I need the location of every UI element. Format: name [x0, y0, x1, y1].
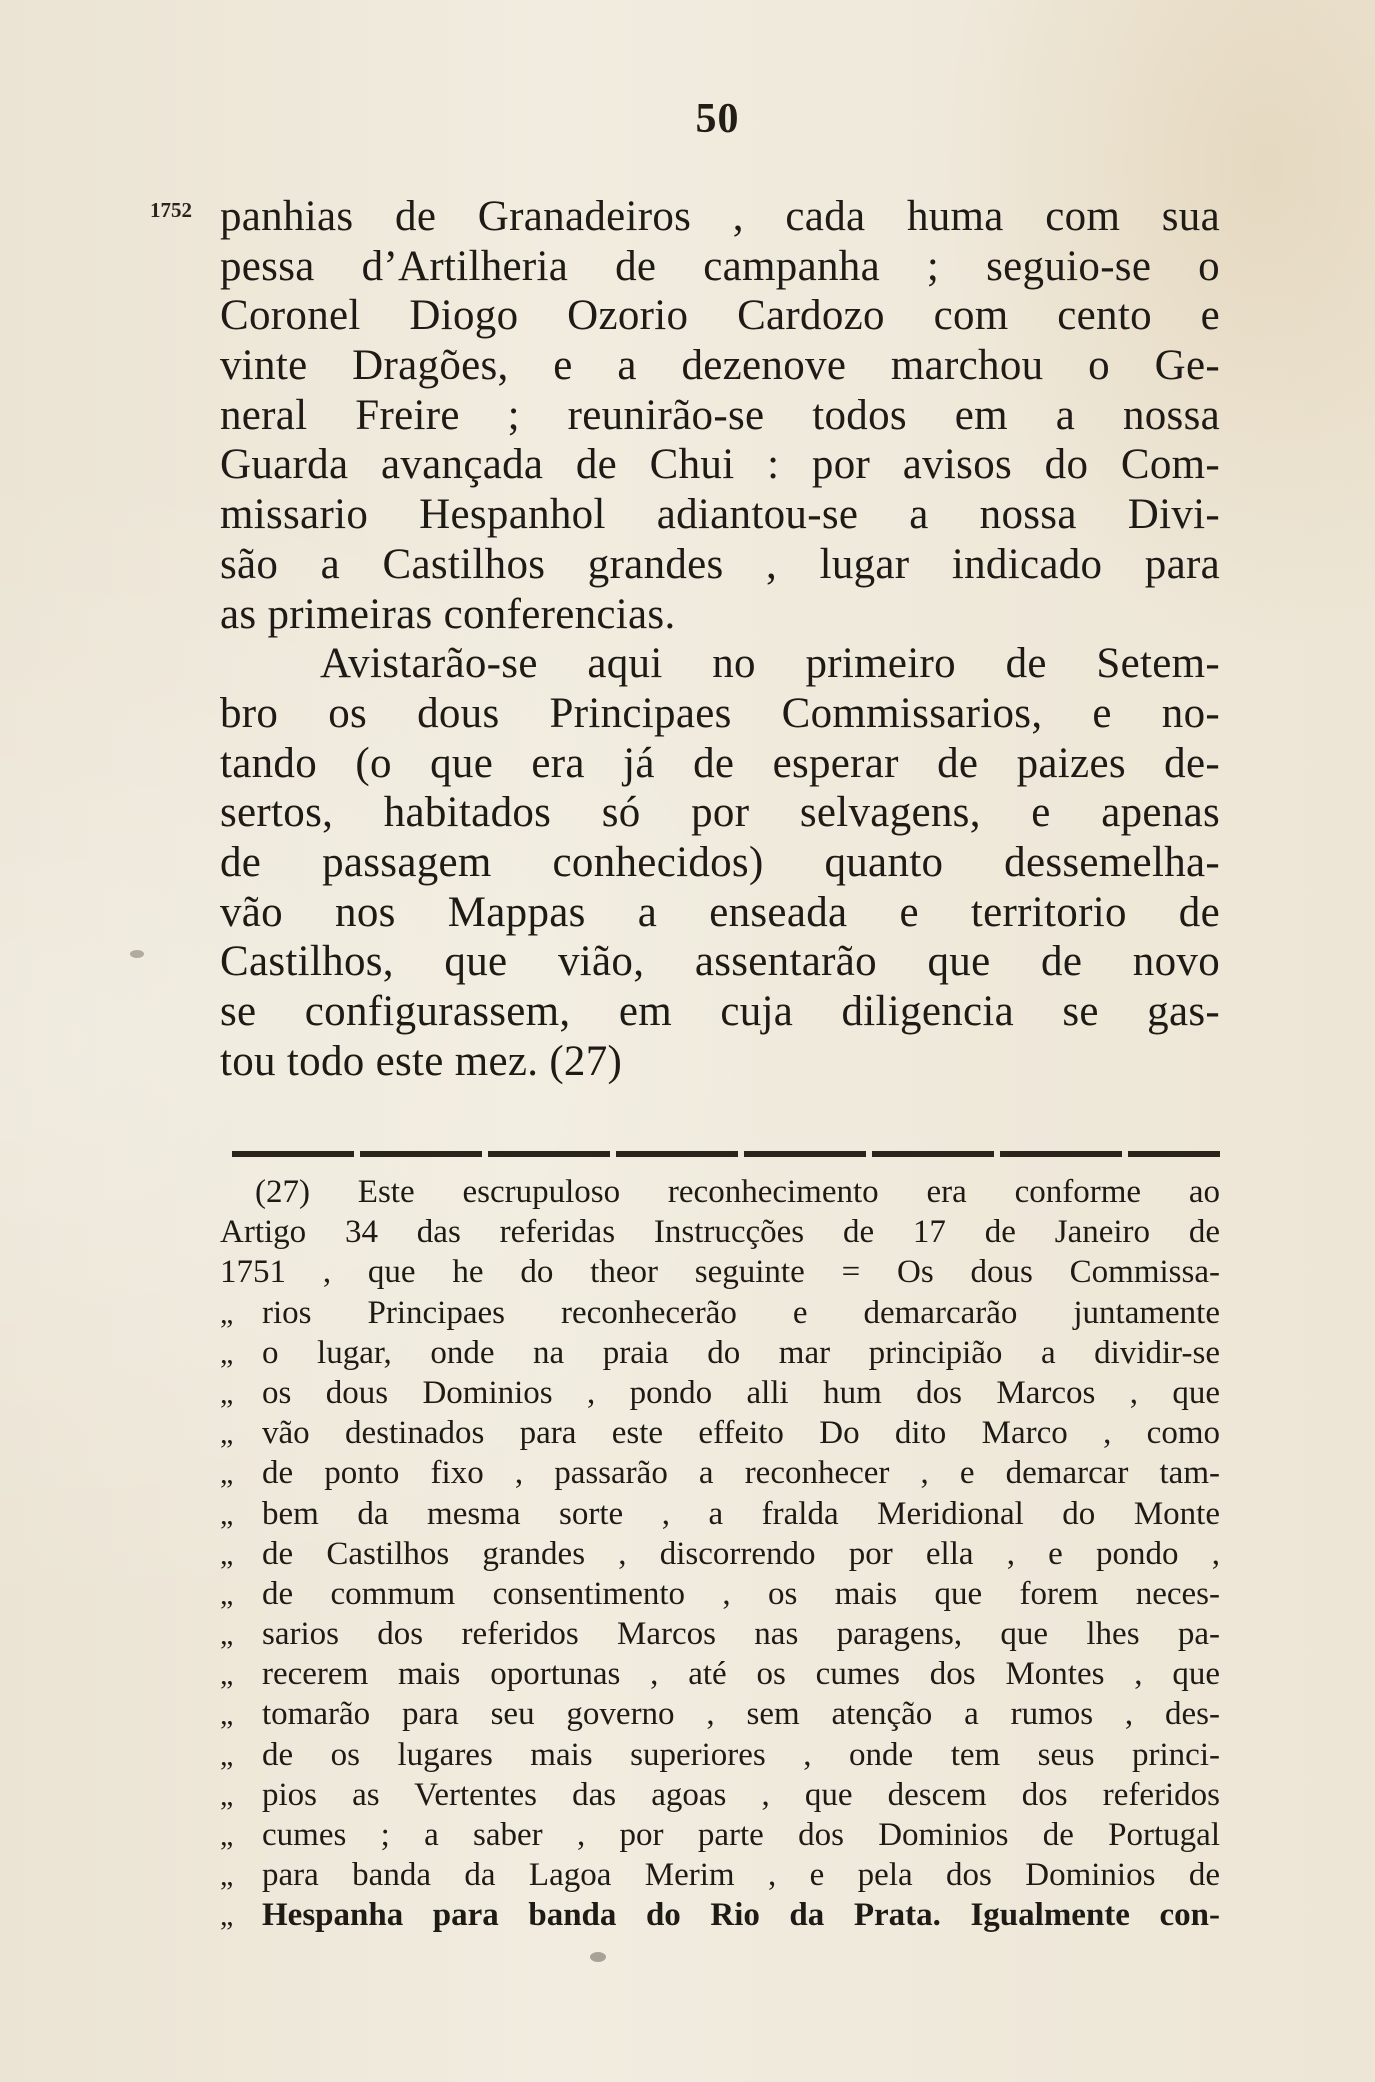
margin-year-note: 1752 [150, 198, 192, 222]
quote-mark: „ [220, 1738, 234, 1772]
footnote-text: para banda da Lagoa Merim , e pela dos Dominios de [262, 1857, 1220, 1894]
footnote-line [220, 1614, 1220, 1654]
footnote-line [220, 1735, 1220, 1775]
body-line: tando (o que era já de esperar de paizes de- [220, 739, 1220, 787]
footnote-line [220, 1252, 1220, 1292]
ink-smudge [590, 1952, 606, 1962]
body-line: de passagem conhecidos) quanto dessemelha- [220, 838, 1220, 886]
quote-mark: „ [220, 1537, 234, 1571]
body-line: vão nos Mappas a enseada e territorio de [220, 888, 1220, 936]
footnote-line [220, 1453, 1220, 1493]
body-line: missario Hespanhol adiantou-se a nossa Divi- [220, 491, 1220, 539]
quote-mark: „ [220, 1296, 234, 1330]
quote-mark: „ [220, 1618, 234, 1652]
quote-mark: „ [220, 1497, 234, 1531]
footnote-block [220, 1172, 1220, 1936]
footnote-line [220, 1815, 1220, 1855]
quote-mark: „ [220, 1417, 234, 1451]
footnote-text: tomarão para seu governo , sem atenção a rumos , des- [262, 1696, 1220, 1733]
body-line: bro os dous Principaes Commissarios, e no- [220, 689, 1220, 737]
body-line: Guarda avançada de Chui : por avisos do Com- [220, 441, 1220, 489]
footnote-text: recerem mais oportunas , até os cumes dos Montes , que [262, 1656, 1220, 1693]
quote-mark: „ [220, 1336, 234, 1370]
footnote-line [220, 1333, 1220, 1373]
footnote-text: Hespanha para banda do Rio da Prata. Igualmente con- [262, 1897, 1220, 1934]
footnote-text: o lugar, onde na praia do mar principião a dividir-se [262, 1334, 1220, 1371]
footnote-line [220, 1494, 1220, 1534]
quote-mark: „ [220, 1859, 234, 1893]
footnote-line [220, 1212, 1220, 1252]
footnote-text: de os lugares mais superiores , onde tem seus princi- [262, 1736, 1220, 1773]
body-line: sertos, habitados só por selvagens, e apenas [220, 789, 1220, 837]
quote-mark: „ [220, 1577, 234, 1611]
footnote-text: pios as Vertentes das agoas , que descem dos referidos [262, 1776, 1220, 1813]
footnote-line [220, 1895, 1220, 1935]
quote-mark: „ [220, 1457, 234, 1491]
footnote-line [220, 1413, 1220, 1453]
quote-mark: „ [220, 1899, 234, 1933]
body-line: pessa d’Artilheria de campanha ; seguio-se o [220, 242, 1220, 290]
footnote-divider-rule [232, 1151, 1220, 1157]
quote-mark: „ [220, 1376, 234, 1410]
footnote-line [220, 1574, 1220, 1614]
footnote-line [220, 1534, 1220, 1574]
footnote-line [220, 1293, 1220, 1333]
footnote-line [220, 1654, 1220, 1694]
footnote-text: rios Principaes reconhecerão e demarcarão juntamente [262, 1294, 1220, 1331]
footnote-text: 1751 , que he do theor seguinte = Os dous Commissa- [220, 1254, 1220, 1291]
body-line: Castilhos, que vião, assentarão que de novo [220, 938, 1220, 986]
quote-mark: „ [220, 1778, 234, 1812]
body-line: Coronel Diogo Ozorio Cardozo com cento e [220, 292, 1220, 340]
footnote-text: de commum consentimento , os mais que forem neces- [262, 1575, 1220, 1612]
footnote-text: cumes ; a saber , por parte dos Dominios de Portugal [262, 1817, 1220, 1853]
footnote-line [220, 1172, 1220, 1212]
ink-smudge [130, 950, 144, 958]
footnote-text: (27) Este escrupuloso reconhecimento era conforme ao [255, 1174, 1220, 1210]
footnote-line [220, 1775, 1220, 1815]
body-line: neral Freire ; reunirão-se todos em a nossa [220, 391, 1220, 439]
footnote-text: os dous Dominios , pondo alli hum dos Marcos , que [262, 1374, 1220, 1411]
body-line-footnote-ref: tou todo este mez. (27) [220, 1037, 623, 1085]
footnote-text: vão destinados para este effeito Do dito Marco , como [262, 1415, 1220, 1452]
quote-mark: „ [220, 1658, 234, 1692]
footnote-line [220, 1694, 1220, 1734]
main-text-block [220, 192, 1220, 1086]
body-line: são a Castilhos grandes , lugar indicado para [220, 540, 1220, 588]
footnote-text: sarios dos referidos Marcos nas paragens, que lhes pa- [262, 1616, 1220, 1653]
body-line: as primeiras conferencias. [220, 590, 676, 638]
footnote-text: de Castilhos grandes , discorrendo por ella , e pondo , [262, 1535, 1220, 1572]
footnote-text: de ponto fixo , passarão a reconhecer , e demarcar tam- [262, 1455, 1220, 1492]
quote-mark: „ [220, 1819, 234, 1852]
footnote-line [220, 1373, 1220, 1413]
body-line: panhias de Granadeiros , cada huma com sua [220, 193, 1220, 240]
footnote-line [220, 1855, 1220, 1895]
quote-mark: „ [220, 1698, 234, 1732]
page-number: 50 [695, 96, 740, 142]
body-line: se configurassem, em cuja diligencia se gas- [220, 988, 1220, 1035]
body-line: vinte Dragões, e a dezenove marchou o Ge- [220, 342, 1220, 390]
footnote-text: Artigo 34 das referidas Instrucções de 17 de Janeiro de [220, 1214, 1220, 1251]
footnote-text: bem da mesma sorte , a fralda Meridional do Monte [262, 1495, 1220, 1532]
paragraph-start-line: Avistarão-se aqui no primeiro de Setem- [320, 640, 1220, 688]
